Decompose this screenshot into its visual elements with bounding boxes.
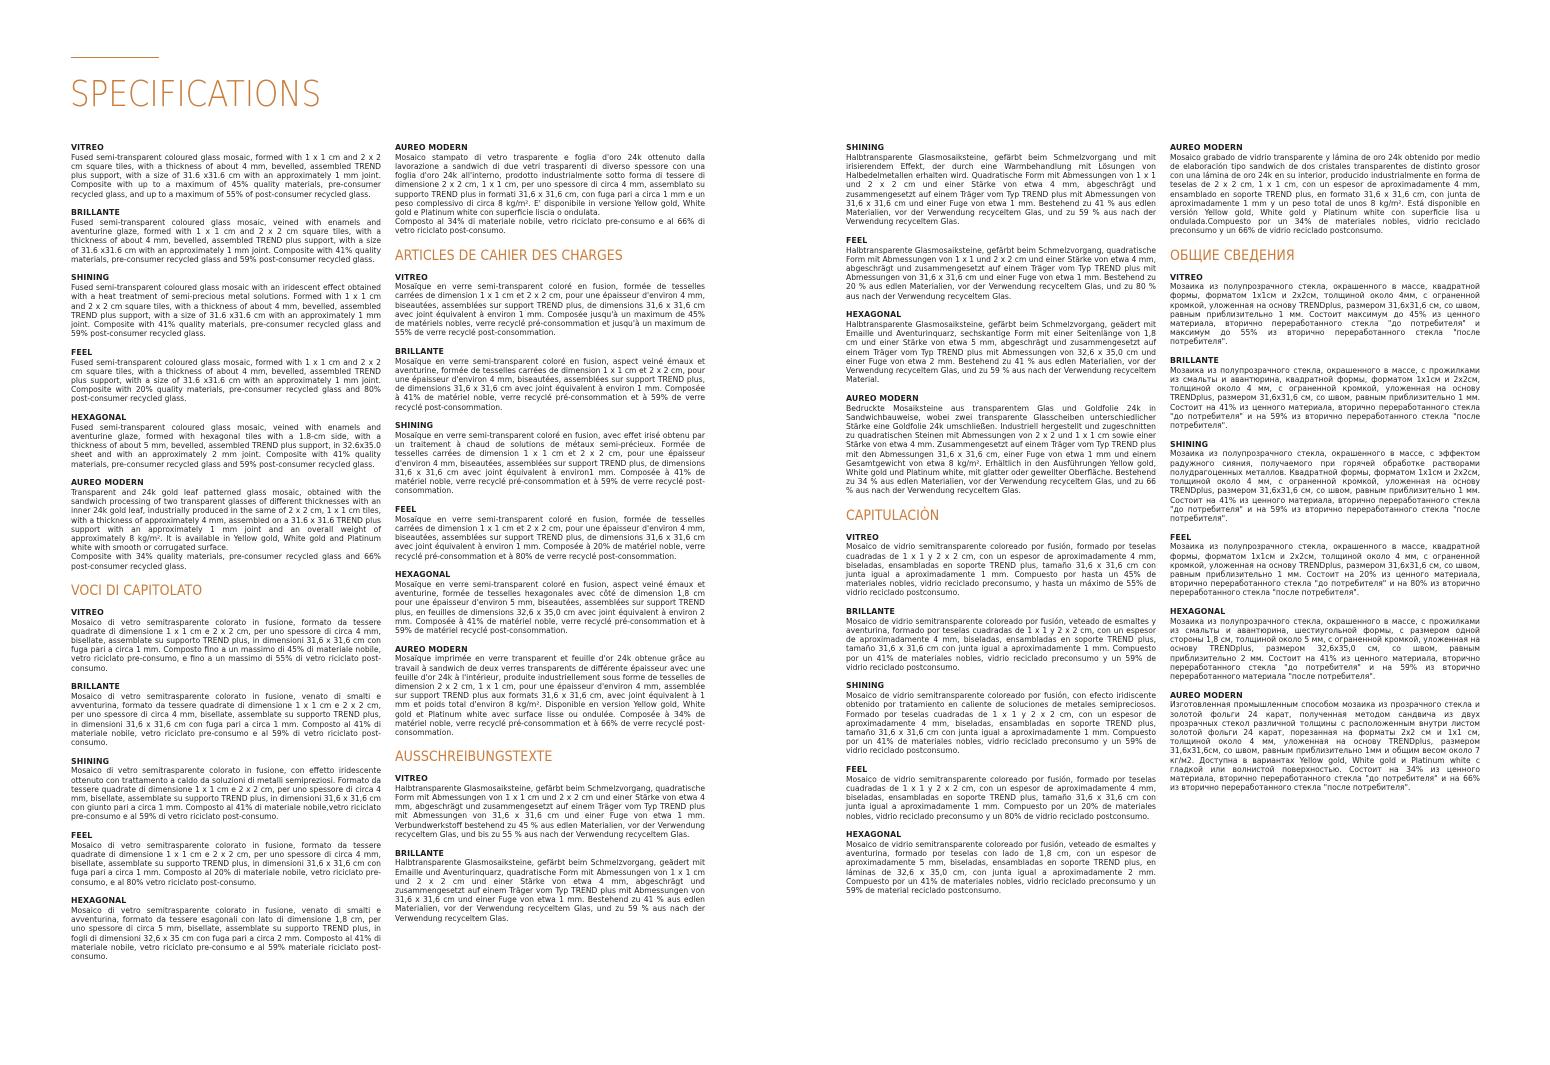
item-body: Halbtransparente Glasmosaiksteine, gefärbt beim Schmelzvorgang, quadratische Form mit Abmessungen von 1 x 1 und 2 x 2 cm und einer Stärke von etwa 4 mm, abgeschrägt und zusammengesetzt auf einem Träger vom Typ TREND plus mit Abmessungen von 31,6 x 31,6 cm und einer Fuge von etwa 1 mm. Bestehend zu 20 % aus edlen Materialien, vor der Verwendung recyceltem Glas, und zu 80 % aus nach der Verwendung recyceltem Glas. (846, 245, 1156, 301)
item-heading: FEEL (395, 505, 417, 514)
spec-item (1170, 533, 1480, 598)
item-heading: HEXAGONAL (71, 896, 127, 906)
spec-item (1170, 273, 1480, 347)
item-body: Мозаика из полупрозрачного стекла, окрашенного в массе, с эффектом радужного сияния, получаемого при горячей обработке растворами полудрагоценных металлов. Квадратной формы, форматом 1х1см и 2х2см, толщиной около 4 мм, с ограненной кромкой, уложенная на основу TRENDplus, размером 31,6х31,6 см, со швом, равным приблизительно 1 мм. Состоит на 41% из ценного материала, вторично переработанного стекла "до потребителя" и на 59% из вторично переработанного стекла "после потребителя". (1170, 449, 1480, 523)
item-heading: VITREO (1170, 272, 1203, 282)
section-heading-french: ARTICLES DE CAHIER DES CHARGES (395, 247, 623, 264)
spec-item (71, 757, 381, 822)
item-heading: SHINING (846, 143, 885, 152)
item-body: Мозаика из полупрозрачного стекла, окрашенного в массе, с прожилками из смальты и авантюрина, шестиугольной формы, с размером одной стороны 1,8 см, толщиной около 5 мм, с ограненной кромкой, уложенная на основу TRENDplus, размером 32,6х35,0 см, со швом, равным приблизительно 2 мм. Состоит на 41% из ценного материала, вторично переработанного стекла "до потребителя" и на 59% из вторично переработанного материала "после потребителя". (1170, 616, 1480, 681)
spec-item (71, 682, 381, 747)
spec-item (71, 831, 381, 887)
item-body: Mosaïque en verre semi-transparent coloré en fusion, aspect veiné émaux et aventurine, formée de tesselles carrées de dimension 1 x 1 cm et 2 x 2 cm, pour une épaisseur d'environ 4 mm, biseautées, assemblées sur support TREND plus, de dimensions 31,6 x 31,6 cm avec joint équivalent à environ 1 mm. Composée à 41% de matériel noble, verre recyclé pré-consommation et à 59% de verre recyclé post-consommation. (395, 356, 705, 412)
item-heading: AUREO MODERN (71, 478, 144, 488)
page-title: SPECIFICATIONS (70, 74, 322, 115)
item-heading: FEEL (71, 831, 93, 841)
item-heading: BRILLANTE (395, 848, 444, 858)
item-heading: HEXAGONAL (395, 570, 451, 580)
item-body: Mosaico de vidrio semitransparente coloreado por fusión, formado por teselas cuadradas de 1 x 1 y 2 x 2 cm, con un espesor de aproximadamente 4 mm, biseladas, ensambladas en soporte TREND plus, tamaño 31,6 x 31,6 cm con junta igual a aproximadamente 1 mm. Compuesto por un 20% de materiales nobles, vidrio reciclado preconsumo y un 80% de vidrio reciclado postconsumo. (846, 774, 1156, 821)
item-body-extra: Composite with 34% quality materials, pre-consumer recycled glass and 66% post-consumer recycled glass. (71, 552, 381, 571)
item-body-extra: Composto al 34% di materiale nobile, vetro riciclato pre-consumo e al 66% di vetro riciclato post-consumo. (395, 217, 705, 236)
item-heading: SHINING (395, 421, 434, 431)
item-body: Fused semi-transparent coloured glass mosaic, veined with enamels and aventurine glaze, formed with hexagonal tiles with a 1.8-cm side, with a thickness of about 5 mm, bevelled, assembled TREND plus support, in 32.6x35.0 sheet and with an approximately 2 mm joint. Composite with 41% quality materials, pre-consumer recycled glass and 59% post-consumer recycled glass. (71, 422, 381, 469)
spec-item (846, 310, 1156, 384)
item-heading: FEEL (71, 347, 93, 357)
item-heading: SHINING (71, 273, 110, 283)
title-rule (71, 57, 159, 58)
item-body: Mosaico de vidrio semitransparente coloreado por fusión, formado por teselas cuadradas de 1 x 1 y 2 x 2 cm, con un espesor de aproximadamente 4 mm, biseladas, ensambladas en soporte TREND plus, tamaño 31,6 x 31,6 cm con junta igual a aproximadamente 1 mm. Compuesto por hasta un 45% de materiales nobles, vidrio reciclado preconsumo, y hasta un máximo de 55% de vidrio reciclado postconsumo. (846, 542, 1156, 598)
item-heading: HEXAGONAL (846, 310, 902, 320)
item-body: Mosaïque imprimée en verre transparent et feuille d'or 24k obtenue grâce au travail à sandwich de deux verres transparents de différente épaisseur avec une feuille d'or 24k à l'intérieur, produite industriellement sous forme de tesselles de dimension 2 x 2 cm, 1 x 1 cm, pour une épaisseur d'environ 4 mm, assemblée sur support TREND plus aux formats 31,6 x 31,6 cm, avec joint équivalent à 1 mm et poids total d'environ 8 kg/m². Disponible en version Yellow gold, White gold et Platinum white avec surface lisse ou ondulée. Composée à 34% de matériel noble, verre recyclé pré-consommation et à 66% de verre recyclé post-consommation. (395, 654, 705, 737)
item-heading: AUREO MODERN (395, 143, 468, 152)
spec-item (395, 421, 705, 495)
item-body: Bedruckte Mosaiksteine aus transparentem Glas und Goldfolie 24k in Sandwichbauweise, wobei zwei transparente Glasscheiben unterschiedlicher Stärke eine Goldfolie 24k umschließen. Industriell hergestellt und zugeschnitten zu quadratischen Steinen mit Abmessungen von 2 x 2 und 1 x 1 cm sowie einer Stärke von etwa 4 mm. Zusammengesetzt auf einem Träger vom Typ TREND plus mit den Abmessungen 31,6 x 31,6 cm, einer Fuge von etwa 1 mm und einem Gesamtgewicht von etwa 8 kg/m². Erhältlich in den Ausführungen Yellow gold, White gold und Platinum white, mit glatter oder gewellter Oberfläche. Bestehend zu 34 % aus edlen Materialien, vor der Verwendung recyceltem Glas, und zu 66 % aus nach der Verwendung recyceltem Glas. (846, 403, 1156, 496)
item-body: Mosaïque en verre semi-transparent coloré en fusion, aspect veiné émaux et aventurine, formée de tesselles hexagonales avec côté de dimension 1,8 cm pour une épaisseur d'environ 5 mm, biseautées, assemblées sur support TREND plus, en feuilles de dimensions 32,6 x 35,0 cm avec joint équivalent à environ 2 mm. Composée à 41% de matériel noble, verre recyclé pré-consommation et à 59% de matériel recyclé post-consommation. (395, 579, 705, 635)
spec-item (1170, 440, 1480, 523)
item-heading: VITREO (71, 607, 104, 617)
section-heading-german: AUSSCHREIBUNGSTEXTE (395, 749, 553, 766)
item-heading: BRILLANTE (846, 607, 895, 617)
item-body: Mosaico di vetro semitrasparente colorato in fusione, formato da tessere quadrate di dimensione 1 x 1 cm e 2 x 2 cm, per uno spessore di circa 4 mm, bisellate, assemblate su supporto TREND plus, in dimensioni 31,6 x 31,6 cm con fuga pari a circa 1 mm. Composto fino a un massimo di 45% di materiale nobile, vetro riciclato pre-consumo, e fino a un massimo di 55% di vetro riciclato post-consumo. (71, 617, 381, 673)
spec-item (71, 896, 381, 961)
item-heading: HEXAGONAL (71, 413, 127, 423)
item-body: Mosaico di vetro semitrasparente colorato in fusione, con effetto iridescente ottenuto con trattamento a caldo da soluzioni di metalli semipreziosi. Formato da tessere quadrate di dimensione 1 x 1 cm e 2 x 2 cm, per uno spessore di circa 4 mm, bisellate, assemblate su supporto TREND plus, in dimensioni 31,6 x 31,6 cm con giunto pari a circa 1 mm. Composto al 41% di materiale nobile,vetro riciclato pre-consumo e al 59% di vetro riciclato post-consumo. (71, 766, 381, 822)
item-body: Mosaïque en verre semi-transparent coloré en fusion, avec effet irisé obtenu par un traitement à chaud de solutions de métaux semi-précieux. Formée de tesselles carrées de dimension 1 x 1 cm et 2 x 2 cm, pour une épaisseur d'environ 4 mm, biseautées, assemblées sur support TREND plus, de dimensions 31,6 x 31,6 cm avec joint équivalent à environ1 mm. Composée à 41% de matériel noble, verre recyclé pré-consommation et à 59% de verre recyclé post-consommation. (395, 431, 705, 496)
item-heading: BRILLANTE (395, 346, 444, 356)
spec-item (1170, 607, 1480, 681)
item-body: Mosaïque en verre semi-transparent coloré en fusion, formée de tesselles carrées de dimension 1 x 1 cm et 2 x 2 cm, pour une épaisseur d'environ 4 mm, biseautées, assemblées sur support TREND plus, de dimensions 31,6 x 31,6 cm avec joint équivalent à environ 1 mm. Composée jusqu'à un maximum de 45% de matériels nobles, verre recyclé pré-consommation et jusqu'à un maximum de 55% de verre recyclé post-consommation. (395, 282, 705, 338)
item-heading: AUREO MODERN (1170, 143, 1243, 152)
spec-item (395, 505, 705, 561)
item-heading: AUREO MODERN (846, 393, 919, 403)
item-body: Изготовленная промышленным способом мозаика из прозрачного стекла и золотой фольги 24 карат, полученная методом сандвича из двух прозрачных стекол различной толщины с расположенным внутри листом золотой фольги 24 карат, порезанная на форматы 2х2 см и 1х1 см, толщиной около 4 мм, уложенная на основу TRENDplus, размером 31,6х31,6см, со швом, равным приблизительно 1мм и общим весом около 7 кг/м2. Доступна в вариантах Yellow gold, White gold и Platinum white с гладкой или волнистой поверхностью. Состоит на 34% из ценного материала, вторично переработанного стекла "до потребителя" и на 66% из вторично переработанного стекла "после потребителя". (1170, 700, 1480, 793)
spec-item (71, 413, 381, 469)
item-body: Mosaico stampato di vetro trasparente e foglia d'oro 24k ottenuto dalla lavorazione a sandwich di due vetri trasparenti di diverso spessore con una foglia d'oro 24k all'interno, prodotto industrialmente sotto forma di tessere di dimensione 2 x 2 cm, 1 x 1 cm, per uno spessore di circa 4 mm, assemblato su supporto TREND plus in formati 31,6 x 31,6 cm, con fuga pari a circa 1 mm e un peso complessivo di circa 8 kg/m². E' disponibile in versione Yellow gold, White gold e Platinum white con superficie liscia o ondulata. (395, 152, 705, 217)
spec-item (395, 273, 705, 338)
column-4 (1170, 143, 1480, 802)
item-heading: FEEL (846, 235, 868, 245)
item-heading: HEXAGONAL (1170, 607, 1226, 617)
item-heading: SHINING (1170, 439, 1209, 449)
item-heading: VITREO (71, 143, 104, 152)
spec-item (71, 478, 381, 571)
item-body: Fused semi-transparent coloured glass mosaic, formed with 1 x 1 cm and 2 x 2 cm square tiles, with a thickness of about 4 mm, bevelled, assembled TREND plus support, with a size of 31.6 x31.6 cm with an approximately 1 mm joint. Composite with 20% quality materials, pre-consumer recycled glass and 80% post-consumer recycled glass. (71, 357, 381, 404)
item-heading: VITREO (395, 272, 428, 282)
item-body: Mosaico grabado de vidrio transparente y lámina de oro 24k obtenido por medio de elaboración tipo sandwich de dos cristales transparentes de distinto grosor con una lámina de oro 24k en su interior, producido industrialmente en forma de teselas de 2 x 2 cm, 1 x 1 cm, con un espesor de aproximadamente 4 mm, ensamblado en soporte TREND plus, en formato 31,6 x 31,6 cm, con junta de aproximadamente 1 mm y un peso total de unos 8 kg/m². Está disponible en versión Yellow gold, White gold y Platinum white con superficie lisa u ondulada.Compuesto por un 34% de materiales nobles, vidrio reciclado preconsumo y un 66% de vidrio reciclado postconsumo. (1170, 152, 1480, 236)
spec-item (846, 765, 1156, 821)
item-heading: VITREO (395, 774, 428, 784)
spec-item (395, 645, 705, 738)
item-heading: SHINING (846, 681, 885, 691)
item-body: Mosaico di vetro semitrasparente colorato in fusione, venato di smalti e avventurina, formato da tessere quadrate di dimensione 1 x 1 cm e 2 x 2 cm, per uno spessore di circa 4 mm, bisellate, assemblate su supporto TREND plus, in dimensioni 31,6 x 31,6 cm con fuga pari a circa 1 mm. Composto al 41% di materiale nobile, vetro riciclato pre-consumo e al 59% di vetro riciclato post-consumo. (71, 691, 381, 747)
item-body: Transparent and 24k gold leaf patterned glass mosaic, obtained with the sandwich processing of two transparent glasses of different thicknesses with an inner 24k gold leaf, industrially produced in the same of 2 x 2 cm, 1 x 1 cm tiles, with a thickness of approximately 4 mm, assembled on a 31.6 x 31.6 TREND plus support with an approximately 1 mm joint and an overall weight of approximately 8 kg/m². It is available in Yellow gold, White gold and Platinum white with smooth or corrugated surface. (71, 488, 381, 553)
spec-item (1170, 356, 1480, 430)
spec-item (846, 830, 1156, 895)
spec-item (71, 608, 381, 673)
spec-item (395, 570, 705, 635)
item-body: Mosaico di vetro semitrasparente colorato in fusione, venato di smalti e avventurina, formato da tessere esagonali con lato di dimensione 1,8 cm, per uno spessore di circa 5 mm, bisellate, assemblate su supporto TREND plus, in fogli di dimensioni 32,6 x 35 cm con fuga pari a circa 2 mm. Composto al 41% di materiale nobile, vetro riciclato pre-consumo e al 59% materiale riciclato post-consumo. (71, 906, 381, 962)
item-heading: VITREO (846, 532, 879, 542)
section-heading-russian: ОБЩИЕ СВЕДЕНИЯ (1170, 247, 1295, 264)
section-heading-spanish: CAPITULACIÒN (846, 507, 940, 524)
item-body: Mosaico di vetro semitrasparente colorato in fusione, formato da tessere quadrate di dimensione 1 x 1 cm e 2 x 2 cm, per uno spessore di circa 4 mm, bisellate, assemblate su supporto TREND plus, in dimensioni 31,6 x 31,6 cm con fuga pari a circa 1 mm. Composto al 20% di materiale nobile, vetro riciclato pre-consumo, e al 80% vetro riciclato post-consumo. (71, 840, 381, 887)
spec-item (395, 143, 705, 236)
spec-item (1170, 691, 1480, 793)
item-heading: FEEL (1170, 532, 1192, 542)
spec-item (846, 394, 1156, 496)
spec-item (395, 849, 705, 923)
spec-item (71, 348, 381, 404)
item-body: Halbtransparente Glasmosaiksteine, gefärbt beim Schmelzvorgang, geädert mit Emaille und Aventurinquarz, sechskantige Form mit einer Seitenlänge von 1,8 cm und einer Stärke von etwa 5 mm, abgeschrägt und zusammengesetzt auf einem Träger vom Typ TREND plus mit Abmessungen von 32,6 x 35,0 cm und einer Fuge von etwa 2 mm. Bestehend zu 41 % aus edlen Materialien, vor der Verwendung recyceltem Glas, und zu 59 % aus nach der Verwendung recyceltem Material. (846, 319, 1156, 385)
spec-item (71, 208, 381, 264)
item-body: Halbtransparente Glasmosaiksteine, gefärbt beim Schmelzvorgang, quadratische Form mit Abmessungen von 1 x 1 cm und 2 x 2 cm und einer Stärke von etwa 4 mm, abgeschrägt und zusammengesetzt auf einem Träger vom Typ TREND plus mit Abmessungen von 31,6 x 31,6 cm und einer Fuge von etwa 1 mm. Verbundwerkstoff bestehend zu 45 % aus edlen Materialien, vor der Verwendung recyceltem Glas, und bis zu 55 % aus nach der Verwendung recyceltem Glas. (395, 783, 705, 839)
spec-item (846, 607, 1156, 672)
item-heading: SHINING (71, 756, 110, 766)
item-body: Mosaïque en verre semi-transparent coloré en fusion, formée de tesselles carrées de dimension 1 x 1 cm et 2 x 2 cm, pour une épaisseur d'environ 4 mm, biseautées, assemblées sur support TREND plus, de dimensions 31,6 x 31,6 cm avec joint équivalent à environ 1 mm. Composée à 20% de matériel noble, verre recyclé pré-consommation et à 80% de verre recyclé post-consommation. (395, 514, 705, 561)
spec-item (846, 681, 1156, 755)
item-body: Fused semi-transparent coloured glass mosaic, formed with 1 x 1 cm and 2 x 2 cm square tiles, with a thickness of about 4 mm, bevelled, assembled TREND plus support, with a size of 31.6 x31.6 cm with an approximately 1 mm joint. Composite with up to a maximum of 45% quality materials, pre-consumer recycled glass, and up to a maximum of 55% of post-consumer recycled glass. (71, 152, 381, 199)
item-heading: AUREO MODERN (1170, 690, 1243, 700)
spec-item (395, 774, 705, 839)
item-body: Мозаика из полупрозрачного стекла, окрашенного в массе, с прожилками из смальты и авантюрина, квадратной формы, форматом 1х1см и 2х2см, толщиной около 4 мм, с ограненной кромкой, уложенная на основу TRENDplus, размером 31,6х31,6 см, со швом, равным приблизительно 1 мм. Состоит на 41% из ценного материала, вторично переработанного стекла "до потребителя" и на 59% из вторично переработанного стекла "после потребителя". (1170, 365, 1480, 431)
spec-item (395, 347, 705, 412)
item-body: Mosaico de vidrio semitransparente coloreado por fusión, veteado de esmaltes y aventurina, formado por teselas con lado de 1,8 cm, con un espesor de aproximadamente 5 mm, biseladas, ensambladas en soporte TREND plus, en láminas de 32,6 x 35,0 cm, con junta igual a aproximadamente 2 mm. Compuesto por un 41% de materiales nobles, vidrio reciclado preconsumo y un 59% de material reciclado postconsumo. (846, 840, 1156, 896)
item-heading: BRILLANTE (71, 682, 120, 692)
item-body: Halbtransparente Glasmosaiksteine, gefärbt beim Schmelzvorgang, geädert mit Emaille und Aventurinquarz, quadratische Form mit Abmessungen von 1 x 1 cm und 2 x 2 cm und einer Stärke von etwa 4 mm, abgeschrägt und zusammengesetzt auf einem Träger vom Typ TREND plus mit Abmessungen von 31,6 x 31,6 cm und einer Fuge von etwa 1 mm. Bestehend zu 41 % aus edlen Materialien, vor der Verwendung recyceltem Glas, und zu 59 % aus nach der Verwendung recyceltem Glas. (395, 858, 705, 923)
item-body: Fused semi-transparent coloured glass mosaic, veined with enamels and aventurine glaze, formed with 1 x 1 cm and 2 x 2 cm square tiles, with a thickness of about 4 mm, bevelled, assembled TREND plus support, with a size of 31.6 x31.6 cm with an approximately 1 mm joint. Composite with 41% quality materials, pre-consumer recycled glass and 59% post-consumer recycled glass. (71, 217, 381, 264)
item-body: Halbtransparente Glasmosaiksteine, gefärbt beim Schmelzvorgang und mit irisierendem Effekt, der durch eine Warmbehandlung mit Lösungen von Halbedelmetallen erhalten wird. Quadratische Form mit Abmessungen von 1 x 1 und 2 x 2 cm und einer Stärke von etwa 4 mm, abgeschrägt und zusammengesetzt auf einem Träger vom Typ TREND plus mit Abmessungen von 31,6 x 31,6 cm und einer Fuge von etwa 1 mm. Bestehend zu 41 % aus edlen Materialien, vor der Verwendung recyceltem Glas, und zu 59 % aus nach der Verwendung recyceltem Glas. (846, 152, 1156, 227)
item-body: Mosaico de vidrio semitransparente coloreado por fusión, veteado de esmaltes y aventurina, formado por teselas cuadradas de 1 x 1 y 2 x 2 cm, con un espesor de aproximadamente 4 mm, biseladas, ensambladas en soporte TREND plus, tamaño 31,6 x 31,6 cm con junta igual a aproximadamente 1 mm. Compuesto por un 41% de materiales nobles, vidrio reciclado preconsumo y un 59% de vidrio reciclado postconsumo. (846, 616, 1156, 672)
item-body: Мозаика из полупрозрачного стекла, окрашенного в массе, квадратной формы, форматом 1х1см и 2х2см, толщиной около 4мм, с ограненной кромкой, уложенная на основу TRENDplus, размером 31,6х31,6 см, со швом, равным приблизительно 1 мм. Состоит максимум до 45% из ценного материала, вторично переработанного стекла "до потребителя" и максимум до 55% из вторично переработанного стекла "после потребителя". (1170, 282, 1480, 347)
spec-item (71, 143, 381, 199)
spec-item (846, 143, 1156, 226)
spec-item (846, 533, 1156, 598)
item-heading: FEEL (846, 765, 868, 775)
item-body: Мозаика из полупрозрачного стекла, окрашенного в массе, квадратной формы, форматом 1х1см и 2х2см, толщиной около 4 мм, с ограненной кромкой, уложенная на основу TRENDplus, размером 31,6х31,6 см, со швом, равным приблизительно 1 мм. Состоит на 20% из ценного материала, вторично переработанного стекла "до потребителя" и на 80% из вторично переработанного стекла "после потребителя". (1170, 542, 1480, 598)
item-heading: AUREO MODERN (395, 644, 468, 654)
spec-item (846, 236, 1156, 301)
spec-item (1170, 143, 1480, 236)
column-1 (71, 143, 381, 971)
item-heading: BRILLANTE (71, 208, 120, 218)
item-body: Fused semi-transparent coloured glass mosaic with an iridescent effect obtained with a heat treatment of semi-precious metal solutions. Formed with 1 x 1 cm and 2 x 2 cm square tiles, with a thickness of about 4 mm, bevelled, assembled TREND plus support, with a size of 31.6 x31.6 cm with an approximately 1 mm joint. Composite with 41% quality materials, pre-consumer recycled glass and 59% post-consumer recycled glass. (71, 283, 381, 339)
section-heading-italian: VOCI DI CAPITOLATO (71, 582, 203, 599)
column-2 (395, 143, 705, 932)
column-3 (846, 143, 1156, 905)
spec-item (71, 273, 381, 338)
item-heading: HEXAGONAL (846, 830, 902, 840)
item-heading: BRILLANTE (1170, 356, 1219, 366)
item-body: Mosaico de vidrio semitransparente coloreado por fusión, con efecto iridiscente obtenido por tratamiento en caliente de soluciones de metales semipreciosos. Formado por teselas cuadradas de 1 x 1 y 2 x 2 cm, con un espesor de aproximadamente 4 mm, biseladas, ensambladas en soporte TREND plus, tamaño 31,6 x 31,6 cm con junta igual a aproximadamente 1 mm. Compuesto por un 41% de materiales nobles, vidrio reciclado preconsumo y un 59% de vidrio reciclado postconsumo. (846, 691, 1156, 756)
